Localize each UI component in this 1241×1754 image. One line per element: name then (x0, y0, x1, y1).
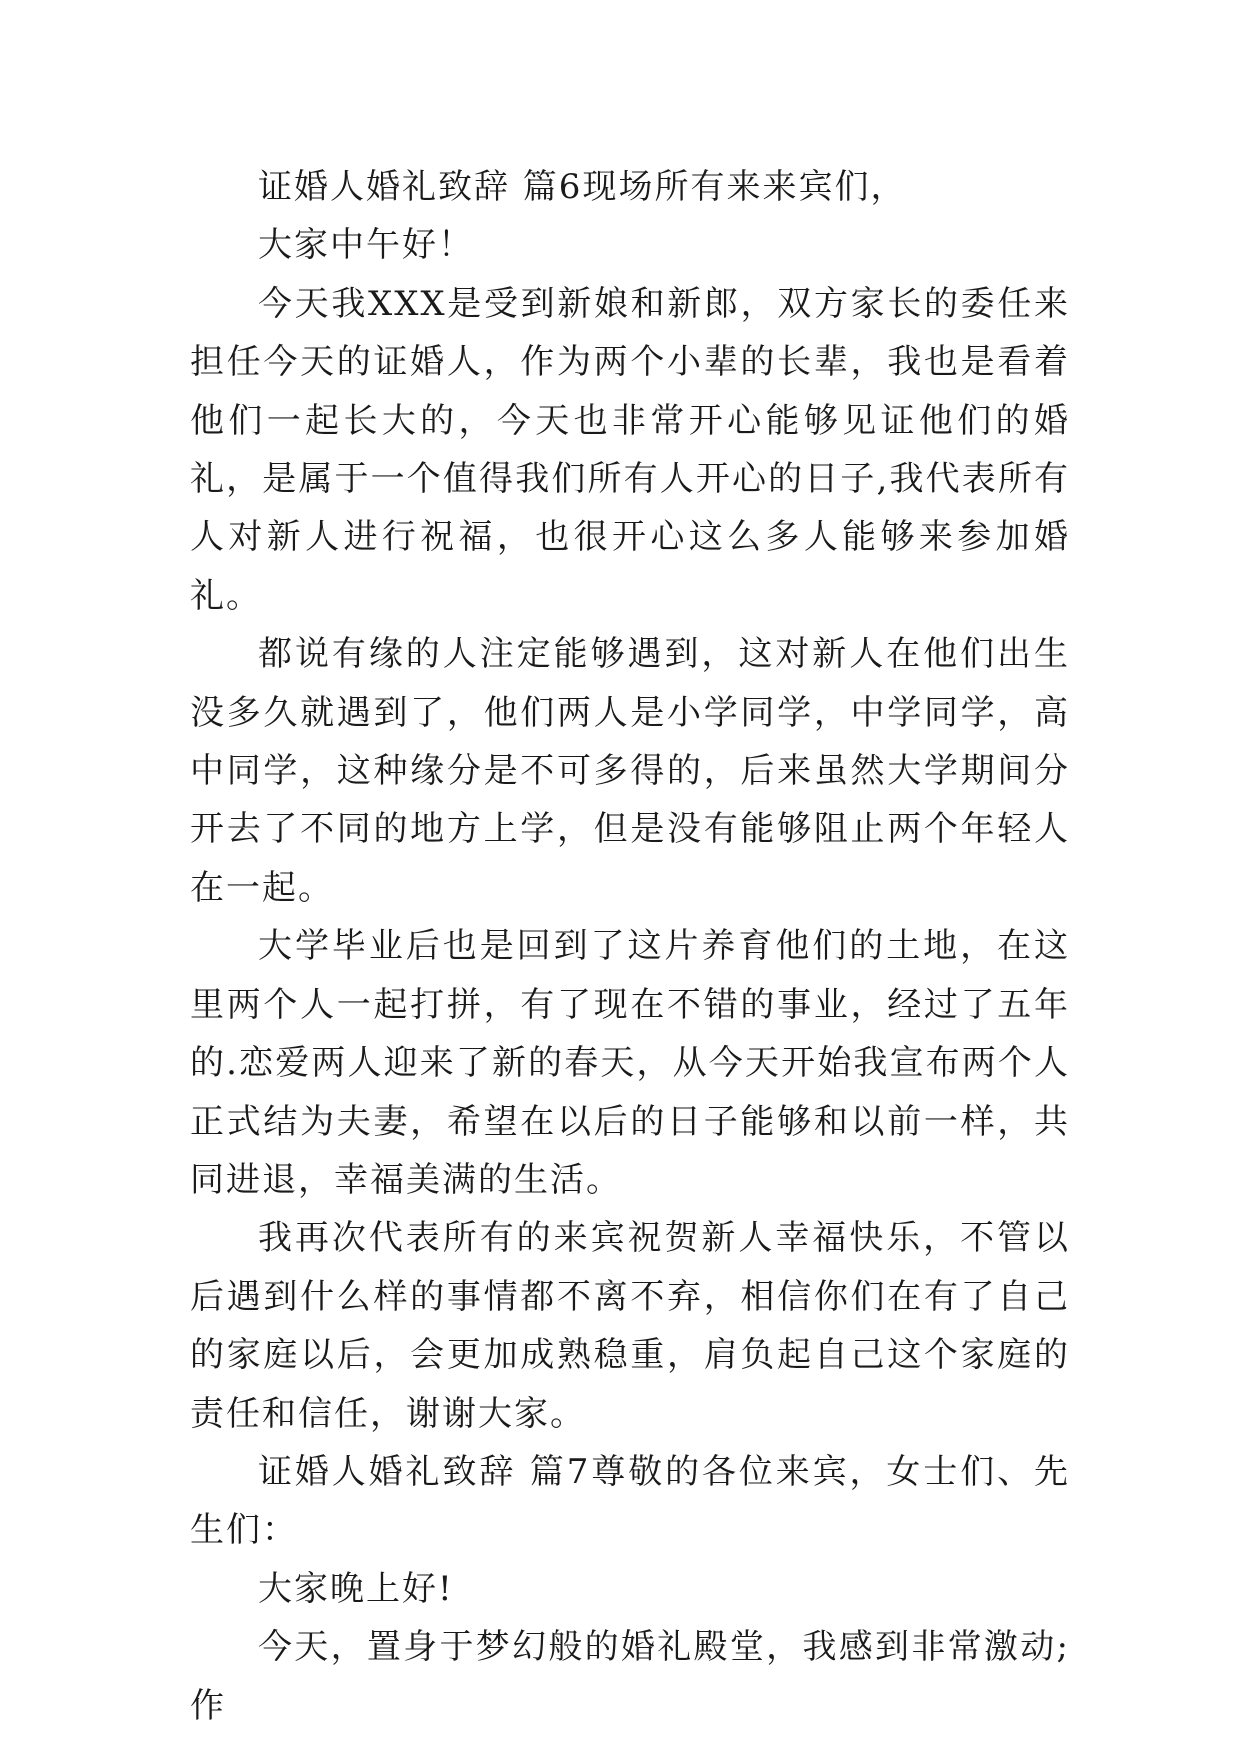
paragraph-introduction: 今天我XXX是受到新娘和新郎，双方家长的委任来担任今天的证婚人，作为两个小辈的长辈，我也是看着他们一起长大的，今天也非常开心能够见证他们的婚礼，是属于一个值得我们所有人开心的日子,我代表所有人对新人进行祝福，也很开心这么多人能够来参加婚礼。 (190, 283, 1070, 616)
paragraph-blessing: 我再次代表所有的来宾祝贺新人幸福快乐，不管以后遇到什么样的事情都不离不弃，相信你们在有了自己的家庭以后，会更加成熟稳重，肩负起自己这个家庭的责任和信任，谢谢大家。 (190, 1218, 1070, 1434)
paragraph-good-noon: 大家中午好！ (258, 225, 474, 266)
paragraph-greeting-6: 证婚人婚礼致辞 篇6现场所有来来宾们， (258, 167, 907, 207)
paragraph-today: 今天，置身于梦幻般的婚礼殿堂，我感到非常激动;作 (190, 1627, 1070, 1726)
paragraph-good-evening: 大家晚上好! (258, 1568, 454, 1609)
document-body (190, 158, 1070, 1735)
paragraph-destiny: 都说有缘的人注定能够遇到，这对新人在他们出生没多久就遇到了，他们两人是小学同学，中学同学，高中同学，这种缘分是不可多得的，后来虽然大学期间分开去了不同的地方上学，但是没有能够阻止两个年轻人在一起。 (190, 634, 1070, 908)
paragraph-greeting-7: 证婚人婚礼致辞 篇7尊敬的各位来宾，女士们、先生们： (190, 1451, 1070, 1551)
paragraph-after-graduation: 大学毕业后也是回到了这片养育他们的土地，在这里两个人一起打拼，有了现在不错的事业，经过了五年的.恋爱两人迎来了新的春天，从今天开始我宣布两个人正式结为夫妻，希望在以后的日子能够和以前一样，共同进退，幸福美满的生活。 (190, 926, 1070, 1200)
